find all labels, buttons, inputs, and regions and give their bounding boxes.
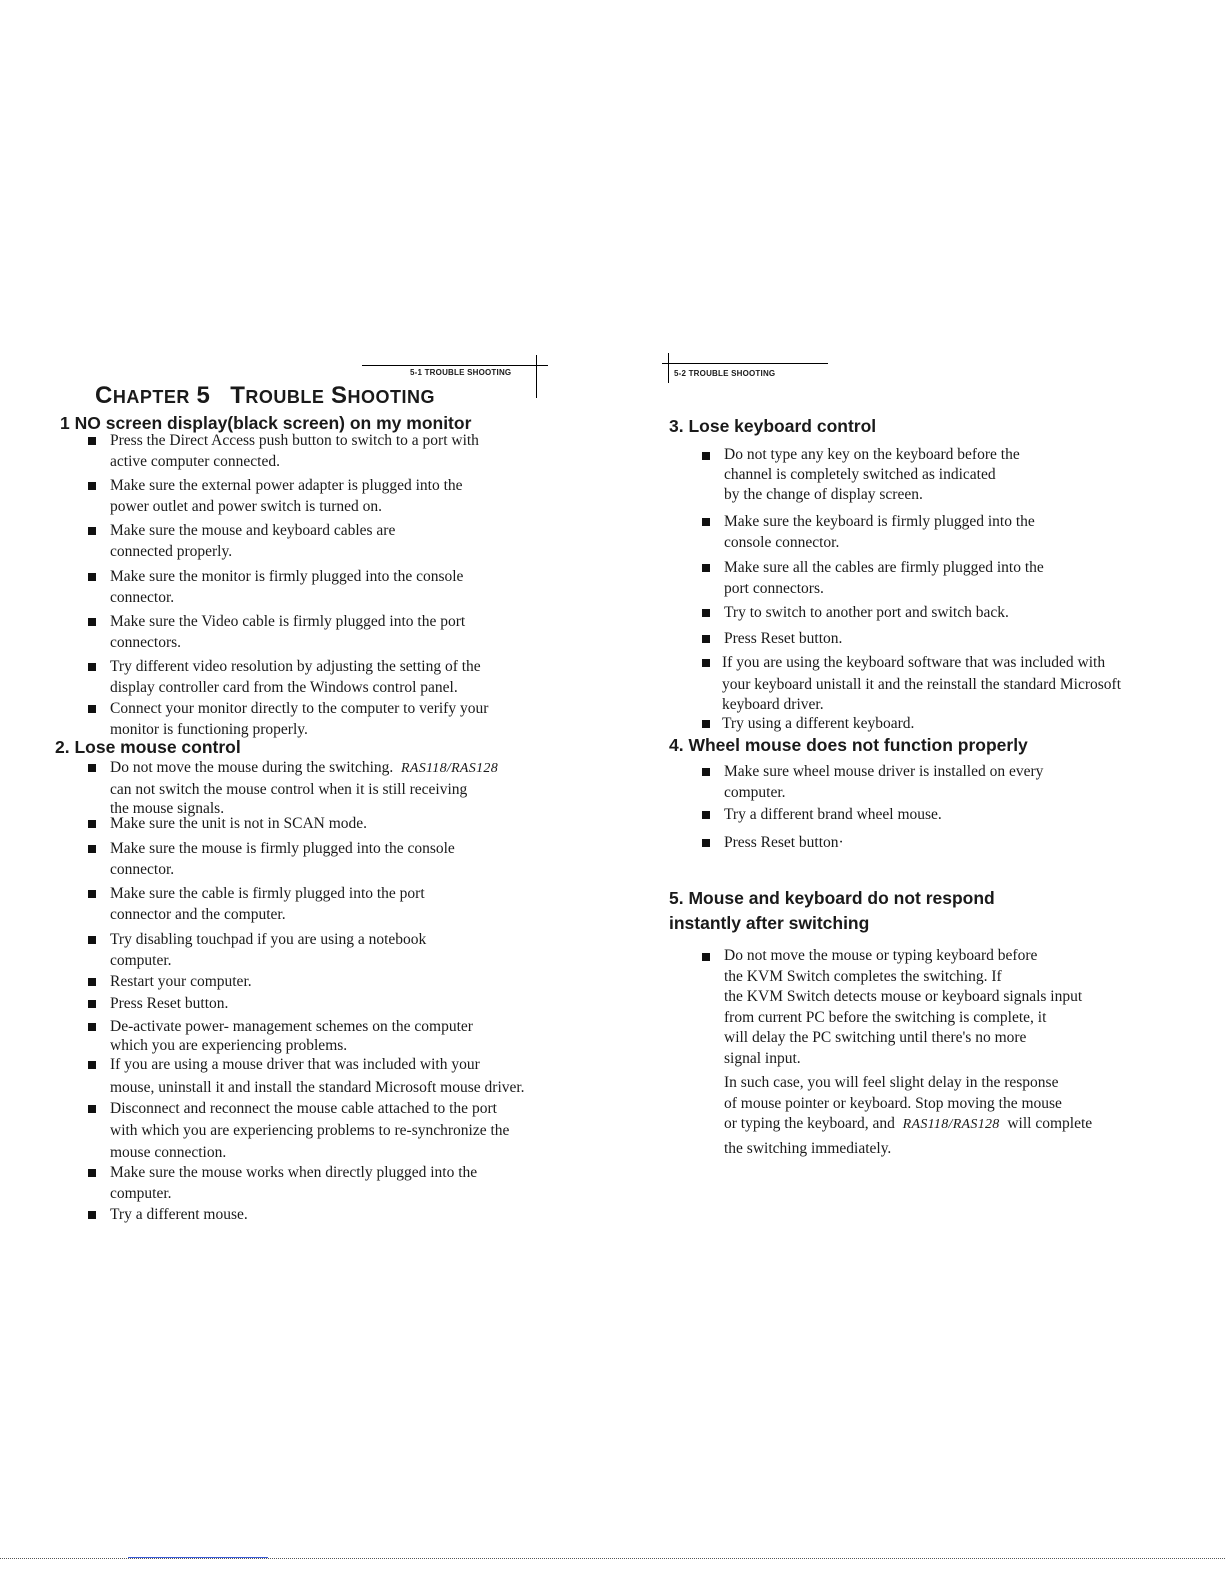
model-number: RAS118/RAS128 (902, 1117, 1000, 1132)
bullet-icon (702, 564, 710, 572)
right-header-tick (668, 353, 669, 383)
section4-heading: 4. Wheel mouse does not function properly (669, 735, 1028, 755)
page-bottom-link-underline (128, 1557, 268, 1558)
bullet-icon (88, 527, 96, 535)
bullet-icon (702, 953, 710, 961)
section5-heading-line1: 5. Mouse and keyboard do not respond (669, 888, 995, 908)
bullet-icon (702, 635, 710, 643)
bullet-icon (88, 1061, 96, 1069)
bullet-icon (88, 1105, 96, 1113)
page-bottom-divider (0, 1558, 1225, 1559)
left-header-label: 5-1 TROUBLE SHOOTING (410, 368, 512, 377)
left-header-rule (362, 365, 548, 366)
bullet-icon (88, 573, 96, 581)
bullet-icon (88, 1169, 96, 1177)
bullet-icon (702, 659, 710, 667)
chapter-title: CHAPTER 5 TROUBLE SHOOTING (95, 382, 435, 409)
bullet-icon (88, 978, 96, 986)
bullet-icon (702, 452, 710, 460)
section2-heading: 2. Lose mouse control (55, 737, 241, 757)
bullet-icon (88, 936, 96, 944)
bullet-icon (702, 768, 710, 776)
bullet-icon (88, 764, 96, 772)
bullet-icon (88, 1023, 96, 1031)
bullet-icon (88, 482, 96, 490)
bullet-icon (88, 890, 96, 898)
bullet-icon (702, 839, 710, 847)
bullet-icon (702, 518, 710, 526)
section1-heading: 1 NO screen display(black screen) on my monitor (60, 413, 472, 433)
section3-heading: 3. Lose keyboard control (669, 416, 877, 436)
bullet-icon (88, 820, 96, 828)
bullet-icon (88, 845, 96, 853)
bullet-icon (702, 609, 710, 617)
bullet-icon (702, 720, 710, 728)
section5-heading-line2: instantly after switching (669, 913, 870, 933)
left-header-tick (536, 355, 537, 398)
model-number: RAS118/RAS128 (401, 761, 498, 776)
bullet-icon (88, 705, 96, 713)
bullet-icon (702, 811, 710, 819)
bullet-icon (88, 1211, 96, 1219)
bullet-icon (88, 437, 96, 445)
bullet-icon (88, 1000, 96, 1008)
bullet-icon (88, 618, 96, 626)
bullet-icon (88, 663, 96, 671)
right-header-rule (662, 363, 828, 364)
right-header-label: 5-2 TROUBLE SHOOTING (674, 369, 776, 378)
